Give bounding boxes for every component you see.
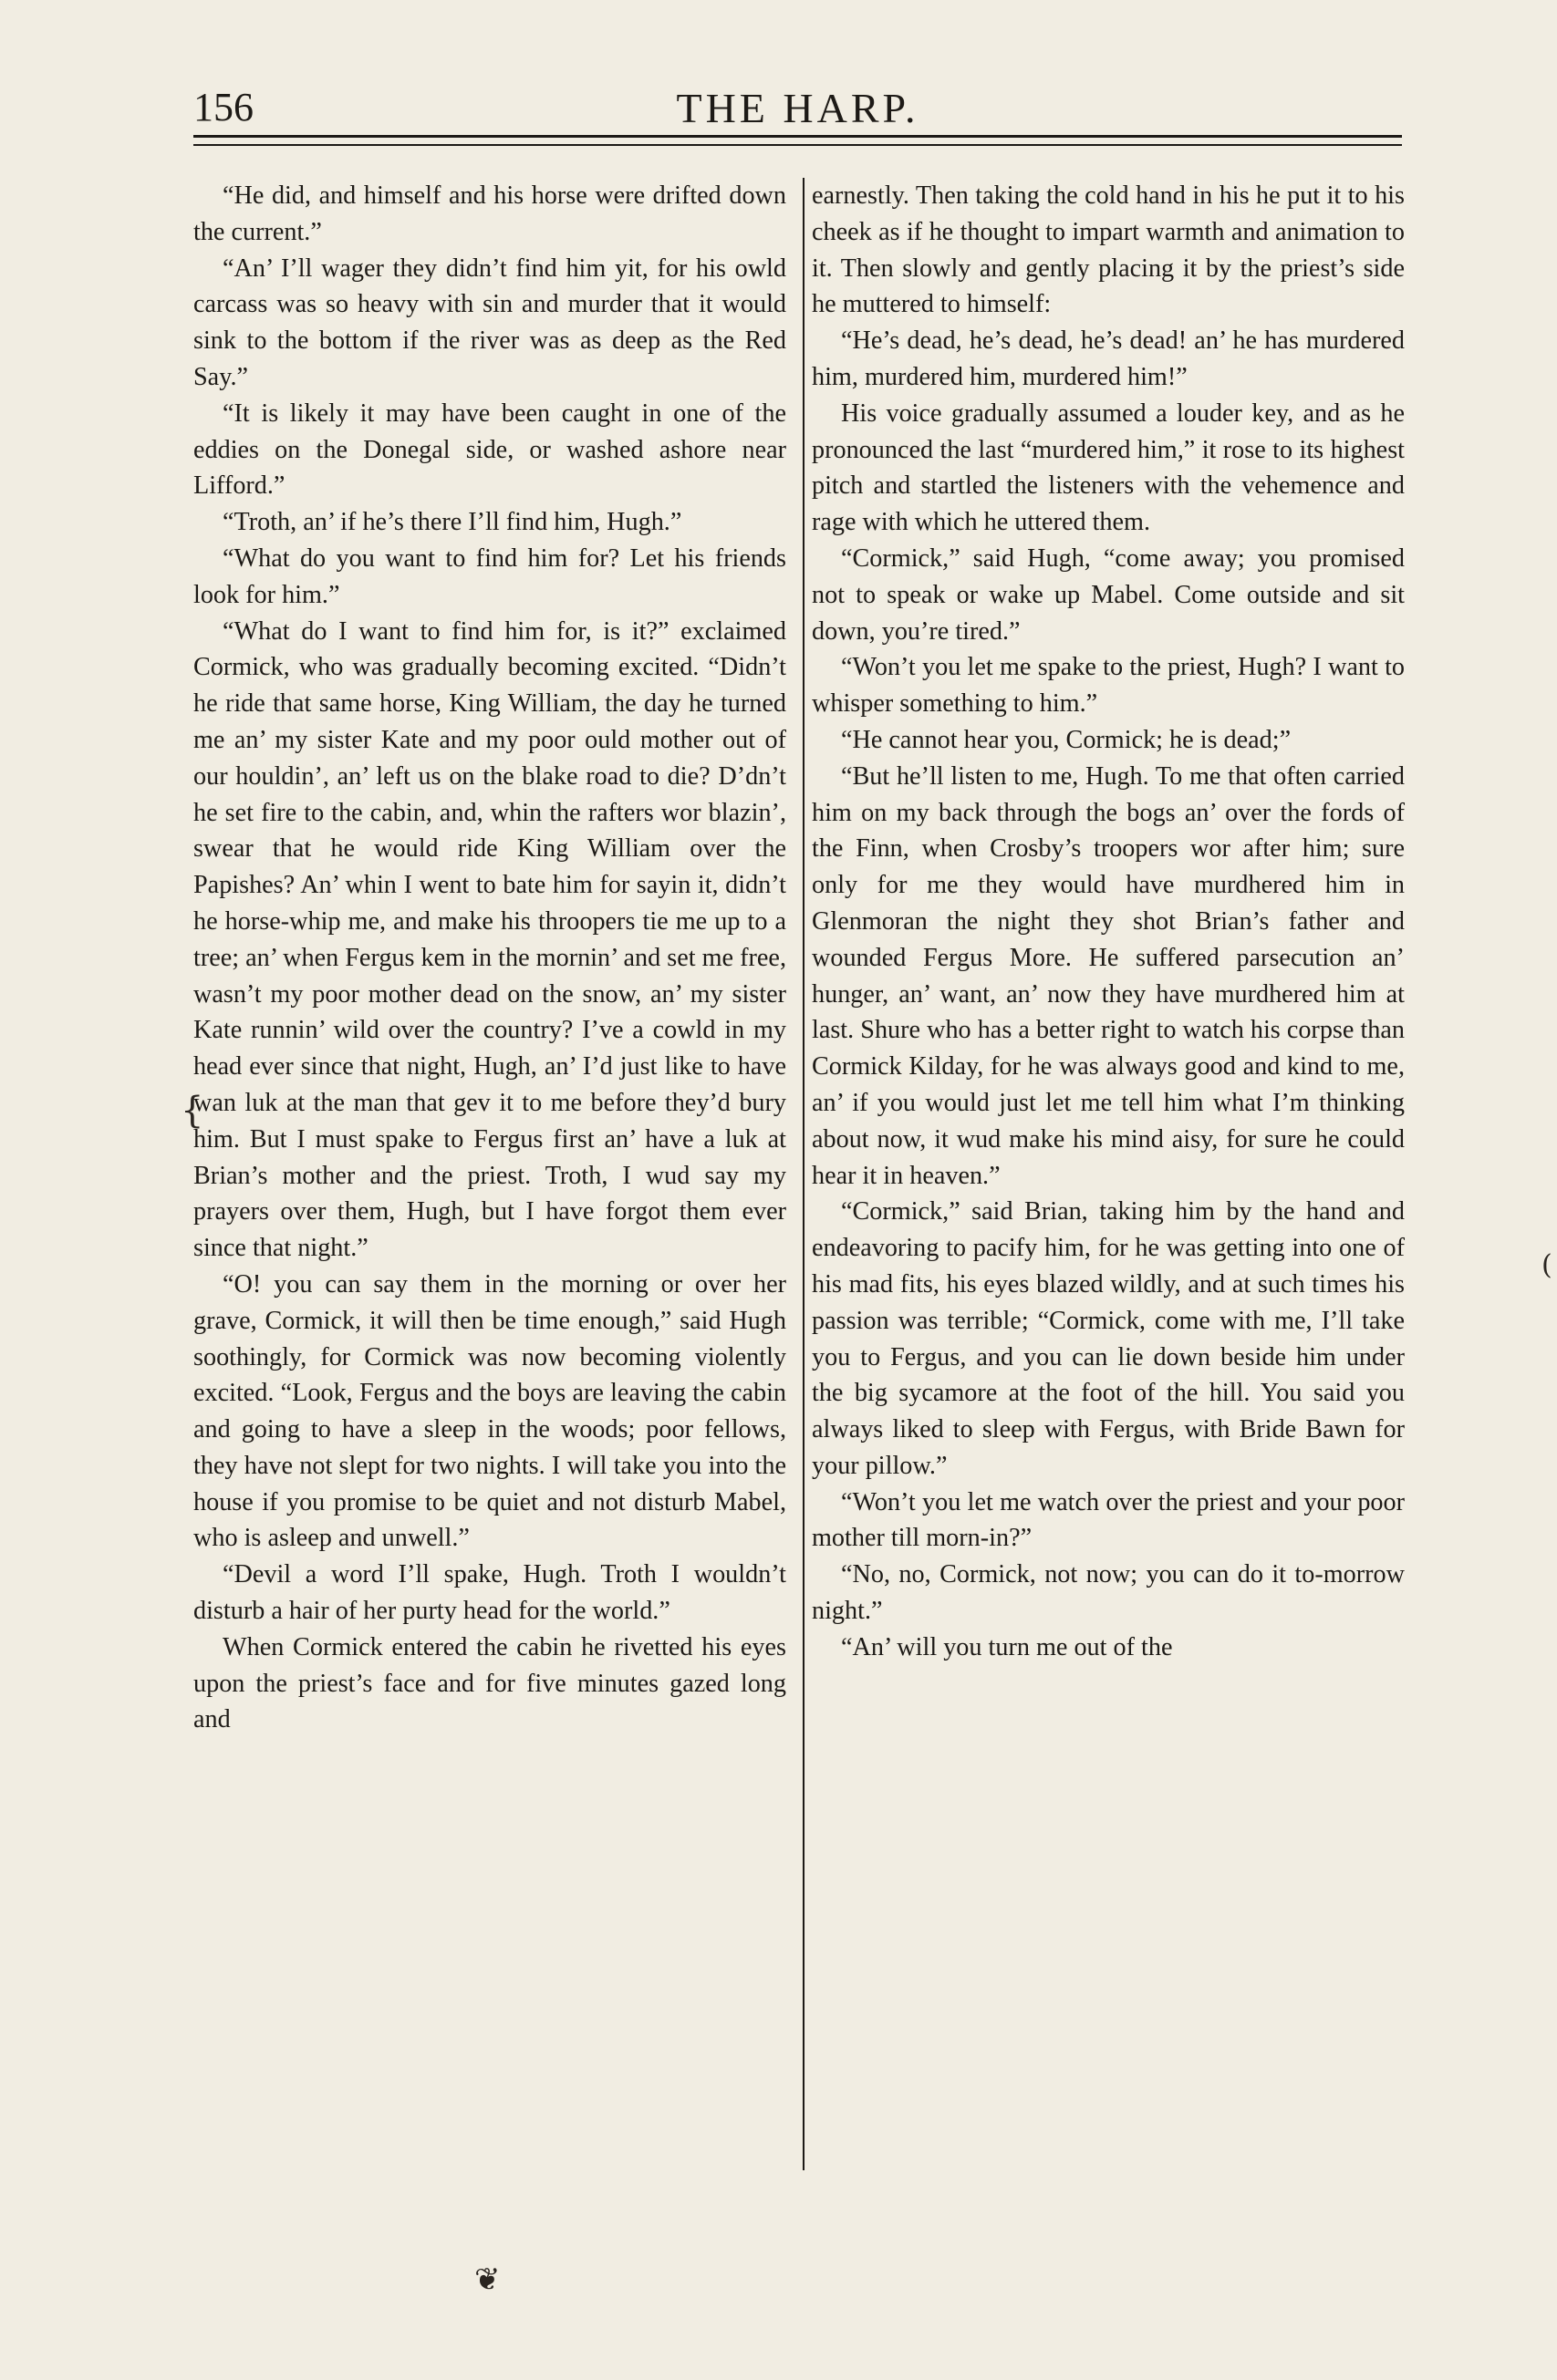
printer-ornament-icon: ❦ [474, 2261, 501, 2298]
paragraph: “An’ I’ll wager they didn’t find him yit, for his owld carcass was so heavy with sin and murder that it would sink to the bottom if the river was as deep as the Red Say.” [193, 254, 786, 391]
running-title: THE HARP. [676, 85, 919, 131]
paragraph: “Won’t you let me watch over the priest and your poor mother till morn-in?” [812, 1487, 1405, 1553]
paragraph: “He’s dead, he’s dead, he’s dead! an’ he has murdered him, murdered him, murdered him!” [812, 326, 1405, 391]
right-column [812, 178, 1405, 1666]
paragraph: “He did, and himself and his horse were drifted down the current.” [193, 181, 786, 246]
paragraph: “Cormick,” said Brian, taking him by the hand and endeavoring to pacify him, for he was getting into one of his mad fits, his eyes blazed wildly, and at such times his passion was terrible; “Cormick, come with me, I’ll take you to Fergus, and you can lie down beside him under the big sycamore at the foot of the hill. You said you always liked to sleep with Fergus, with Bride Bawn for your pillow.” [812, 1197, 1405, 1480]
paragraph: “No, no, Cormick, not now; you can do it to-morrow night.” [812, 1560, 1405, 1626]
paragraph: “But he’ll listen to me, Hugh. To me that often carried him on my back through the bogs an’ over the fords of the Finn, when Crosby’s troopers wor after him; sure only for me they would have murdhered him in Glenmoran the night they shot Brian’s father and wounded Fergus More. He suffered parsecution an’ hunger, an’ want, an’ now they have murdhered him at last. Shure who has a better right to watch his corpse than Cormick Kilday, for he was always good and kind to me, an’ if you would just let me tell him what I’m thinking about now, it wud make his mind aisy, for sure he could hear it in heaven.” [812, 761, 1405, 1190]
paragraph: “O! you can say them in the morning or over her grave, Cormick, it will then be time enough,” said Hugh soothingly, for Cormick was now becoming violently excited. “Look, Fergus and the boys are leaving the cabin and going to have a sleep in the woods; poor fellows, they have not slept for two nights. I will take you into the house if you promise to be quiet and not disturb Mabel, who is asleep and unwell.” [193, 1269, 786, 1553]
paragraph: When Cormick entered the cabin he rivetted his eyes upon the priest’s face and for five minutes gazed long and [193, 1632, 786, 1734]
paragraph: “Cormick,” said Hugh, “come away; you promised not to speak or wake up Mabel. Come outside and sit down, you’re tired.” [812, 543, 1405, 646]
column-divider [803, 178, 804, 2170]
paragraph: His voice gradually assumed a louder key, and as he pronounced the last “murdered him,” it rose to its highest pitch and startled the listeners with the vehemence and rage with which he uttered them. [812, 398, 1405, 537]
paragraph: “What do I want to find him for, is it?” exclaimed Cormick, who was gradually becoming excited. “Didn’t he ride that same horse, King William, the day he turned me an’ my sister Kate and my poor ould mother out of our houldin’, an’ left us on the blake road to die? D’dn’t he set fire to the cabin, and, whin the rafters wor blazin’, swear that he would ride King William over the Papishes? An’ whin I went to bate him for sayin it, didn’t he horse-whip me, and make his throopers tie me up to a tree; an’ when Fergus kem in the mornin’ and set me free, wasn’t my poor mother dead on the snow, an’ my sister Kate runnin’ wild over the country? I’ve a cowld in my head ever since that night, Hugh, an’ I’d just like to have wan luk at the man that gev it to me before they’d bury him. But I must spake to Fergus first an’ have a luk at Brian’s mother and the priest. Troth, I wud say my prayers over them, Hugh, but I have forgot them ever since that night.” [193, 616, 786, 1263]
header-rule-thin [193, 144, 1402, 146]
left-column [193, 178, 786, 1738]
paragraph: “Won’t you let me spake to the priest, Hugh? I want to whisper something to him.” [812, 653, 1405, 719]
paragraph: “It is likely it may have been caught in one of the eddies on the Donegal side, or washed ashore near Lifford.” [193, 398, 786, 501]
header-rule-thick [193, 135, 1402, 138]
margin-bracket-mark: { [181, 1090, 204, 1132]
paragraph: “What do you want to find him for? Let his friends look for him.” [193, 543, 786, 609]
paragraph-continuation: earnestly. Then taking the cold hand in his he put it to his cheek as if he thought to impart warmth and animation to it. Then slowly and gently placing it by the priest’s side he muttered to himself: [812, 181, 1405, 319]
margin-bracket-mark: ( [1541, 1249, 1552, 1281]
paragraph: “Troth, an’ if he’s there I’ll find him, Hugh.” [223, 508, 682, 537]
page-header [193, 84, 1402, 139]
paragraph: “Devil a word I’ll spake, Hugh. Troth I wouldn’t disturb a hair of her purty head for the world.” [193, 1560, 786, 1626]
page-number: 156 [193, 85, 254, 129]
paragraph: “An’ will you turn me out of the [841, 1632, 1173, 1661]
paragraph: “He cannot hear you, Cormick; he is dead;” [841, 725, 1292, 754]
